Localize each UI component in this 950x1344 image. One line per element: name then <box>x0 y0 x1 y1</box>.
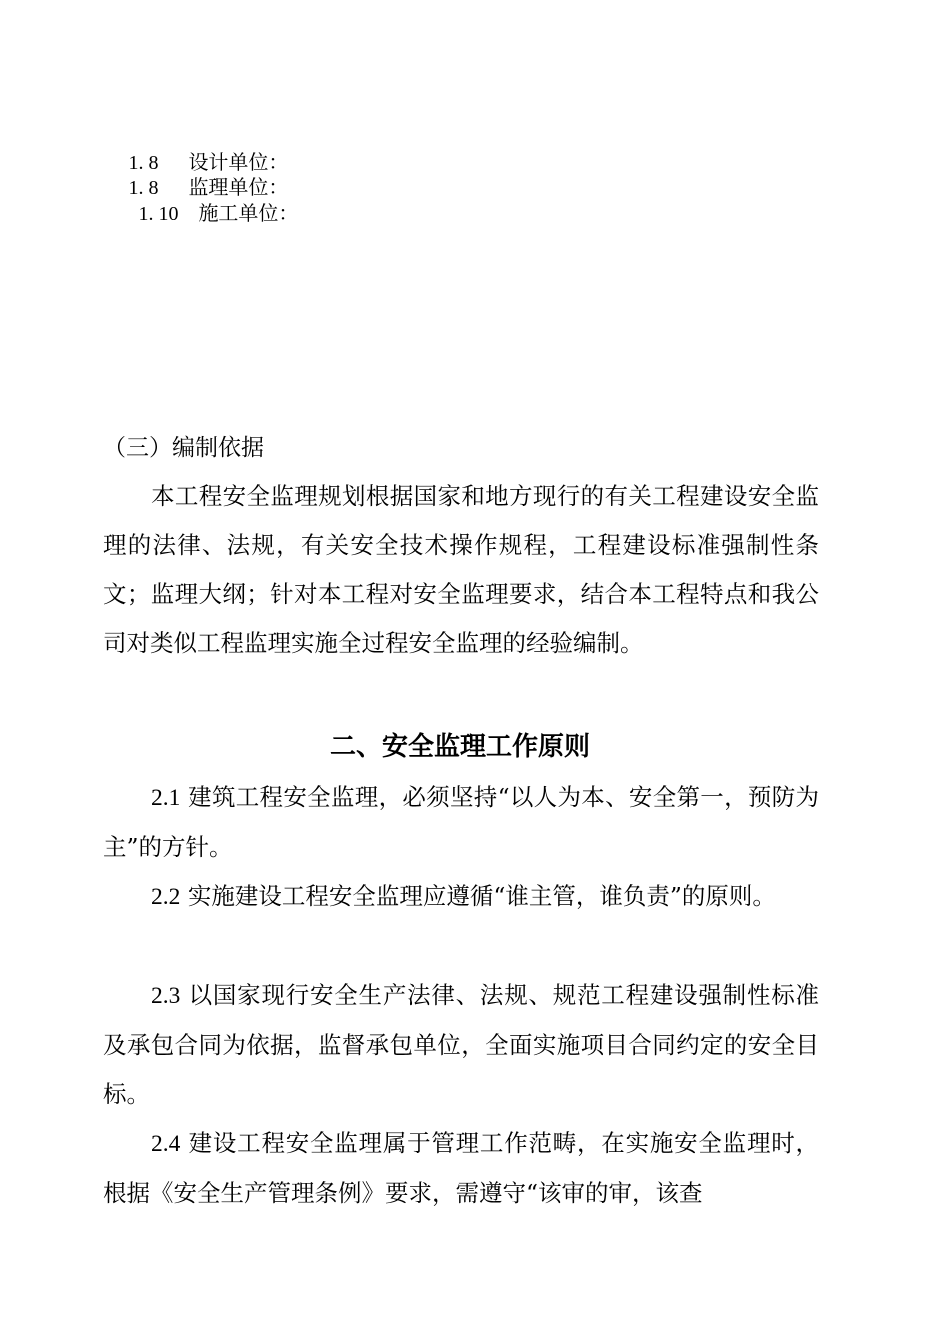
principle-paragraph-1 <box>103 773 819 872</box>
principle-number: 2.3 <box>151 983 181 1009</box>
unit-line-construction <box>113 177 298 250</box>
principle-number: 2.4 <box>151 1131 181 1157</box>
unit-number: 1. 8 <box>128 177 159 199</box>
principle-paragraph-4 <box>103 1119 819 1218</box>
principle-number: 2.1 <box>151 785 181 811</box>
principle-text: 建设工程安全监理属于管理工作范畴，在实施安全监理时，根据《安全生产管理条例》要求，需遵守“该审的审，该查 <box>103 1129 819 1207</box>
section-title: 二、安全监理工作原则 <box>329 732 590 762</box>
unit-number: 1. 10 <box>138 203 179 225</box>
principle-paragraph-2 <box>103 872 819 922</box>
principle-number: 2.2 <box>151 884 181 910</box>
unit-label: 施工单位： <box>198 201 299 225</box>
basis-heading: （三）编制依据 <box>103 435 264 461</box>
basis-paragraph: 本工程安全监理规划根据国家和地方现行的有关工程建设安全监理的法律、法规，有关安全技术操作规程，工程建设标准强制性条文；监理大纲；针对本工程对安全监理要求，结合本工程特点和我公司对类似工程监理实施全过程安全监理的经验编制。 <box>103 482 819 657</box>
unit-number: 1. 8 <box>128 152 159 174</box>
unit-label: 设计单位： <box>188 150 289 174</box>
principle-text: 以国家现行安全生产法律、法规、规范工程建设强制性标准及承包合同为依据，监督承包单位，全面实施项目合同约定的安全目标。 <box>103 981 819 1108</box>
unit-label: 监理单位： <box>188 175 289 199</box>
principle-paragraph-3 <box>103 971 819 1119</box>
principle-text: 建筑工程安全监理，必须坚持“以人为本、安全第一，预防为主”的方针。 <box>103 783 819 861</box>
principle-text: 实施建设工程安全监理应遵循“谁主管，谁负责”的原则。 <box>187 882 776 910</box>
